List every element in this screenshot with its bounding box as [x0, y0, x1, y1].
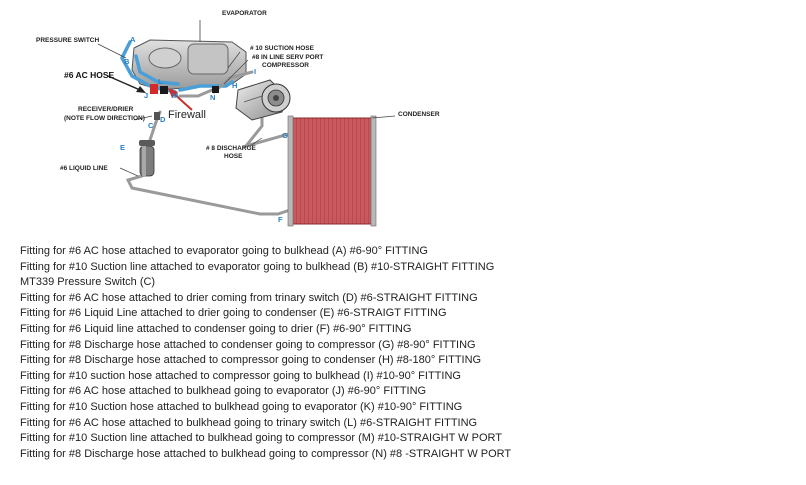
- discharge-hose-label-2: HOSE: [224, 153, 243, 160]
- letter-m: M: [172, 91, 179, 100]
- fitting-item-e: Fitting for #6 Liquid Line attached to drier going to condenser (E) #6-STRAIGT FITTING: [20, 307, 447, 320]
- fitting-n-marker: [212, 86, 219, 93]
- letter-a: A: [130, 35, 136, 44]
- fitting-item-f: Fitting for #6 Liquid line attached to condenser going to drier (F) #6-90° FITTING: [20, 322, 412, 335]
- fitting-item-l: Fitting for #6 AC hose attached to bulkhead going to trinary switch (L) #6-STRAIGHT FITTING: [20, 416, 478, 429]
- ac-hose-label: #6 AC HOSE: [64, 70, 115, 80]
- fitting-item-d: Fitting for #6 AC hose attached to drier coming from trinary switch (D) #6-STRAIGHT FITTING: [20, 291, 478, 304]
- fitting-item-c: MT339 Pressure Switch (C): [20, 276, 156, 289]
- fitting-item-m: Fitting for #10 Suction line attached to bulkhead going to compressor (M) #10-STRAIGHT W PORT: [20, 432, 502, 445]
- compressor: [236, 80, 290, 120]
- fitting-list: [20, 244, 800, 462]
- fitting-item-b: Fitting for #10 Suction line attached to evaporator going to bulkhead (B) #10-STRAIGHT FITTING: [20, 260, 495, 273]
- letter-l: L: [158, 77, 163, 86]
- letter-j: J: [144, 91, 149, 100]
- suction-hose-label: # 10 SUCTION HOSE: [250, 45, 314, 52]
- fitting-j-marker: [150, 84, 158, 94]
- liquid-line-label: #6 LIQUID LINE: [60, 165, 108, 172]
- fitting-item-k: Fitting for #10 Suction hose attached to bulkhead going to evaporator (K) #10-90° FITTING: [20, 400, 463, 413]
- flow-direction-note: (NOTE FLOW DIRECTION): [64, 115, 145, 122]
- letter-e: E: [120, 143, 126, 152]
- letter-n: N: [210, 93, 216, 102]
- letter-c: C: [148, 121, 154, 130]
- receiver-drier-label: RECEIVER/DRIER: [78, 106, 134, 113]
- inline-serv-port-label: #8 IN LINE SERV PORT: [252, 54, 324, 61]
- condenser: [288, 116, 395, 226]
- letter-b: B: [124, 57, 130, 66]
- firewall-label: Firewall: [168, 109, 206, 121]
- letter-i: I: [254, 67, 257, 76]
- discharge-hose-label: # 8 DISCHARGE: [206, 145, 256, 152]
- fitting-item-i: Fitting for #10 suction hose attached to compressor going to bulkhead (I) #10-90° FITTING: [20, 369, 461, 382]
- fitting-item-h: Fitting for #8 Discharge hose attached to compressor going to condenser (H) #8-180° FITTING: [20, 354, 482, 367]
- pressure-switch-label: PRESSURE SWITCH: [36, 37, 100, 44]
- ac-system-diagram: [0, 0, 806, 240]
- receiver-drier: [139, 140, 155, 176]
- fitting-item-n: Fitting for #8 Discharge hose attached to bulkhead going to compressor (N) #8 -STRAIGHT W PORT: [20, 447, 512, 460]
- compressor-label: COMPRESSOR: [262, 62, 309, 69]
- evaporator-label: EVAPORATOR: [222, 10, 267, 17]
- fitting-item-a: Fitting for #6 AC hose attached to evaporator going to bulkhead (A) #6-90° FITTING: [20, 245, 428, 257]
- letter-g: G: [282, 131, 288, 140]
- letter-d: D: [160, 115, 166, 124]
- fitting-item-j: Fitting for #6 AC hose attached to bulkhead going to evaporator (J) #6-90° FITTING: [20, 385, 427, 398]
- letter-h: H: [232, 81, 238, 90]
- fitting-m-marker: [160, 86, 168, 94]
- letter-f: F: [278, 215, 283, 224]
- fitting-item-g: Fitting for #8 Discharge hose attached to condenser going to compressor (G) #8-90° FITTING: [20, 338, 476, 351]
- condenser-label: CONDENSER: [398, 111, 440, 118]
